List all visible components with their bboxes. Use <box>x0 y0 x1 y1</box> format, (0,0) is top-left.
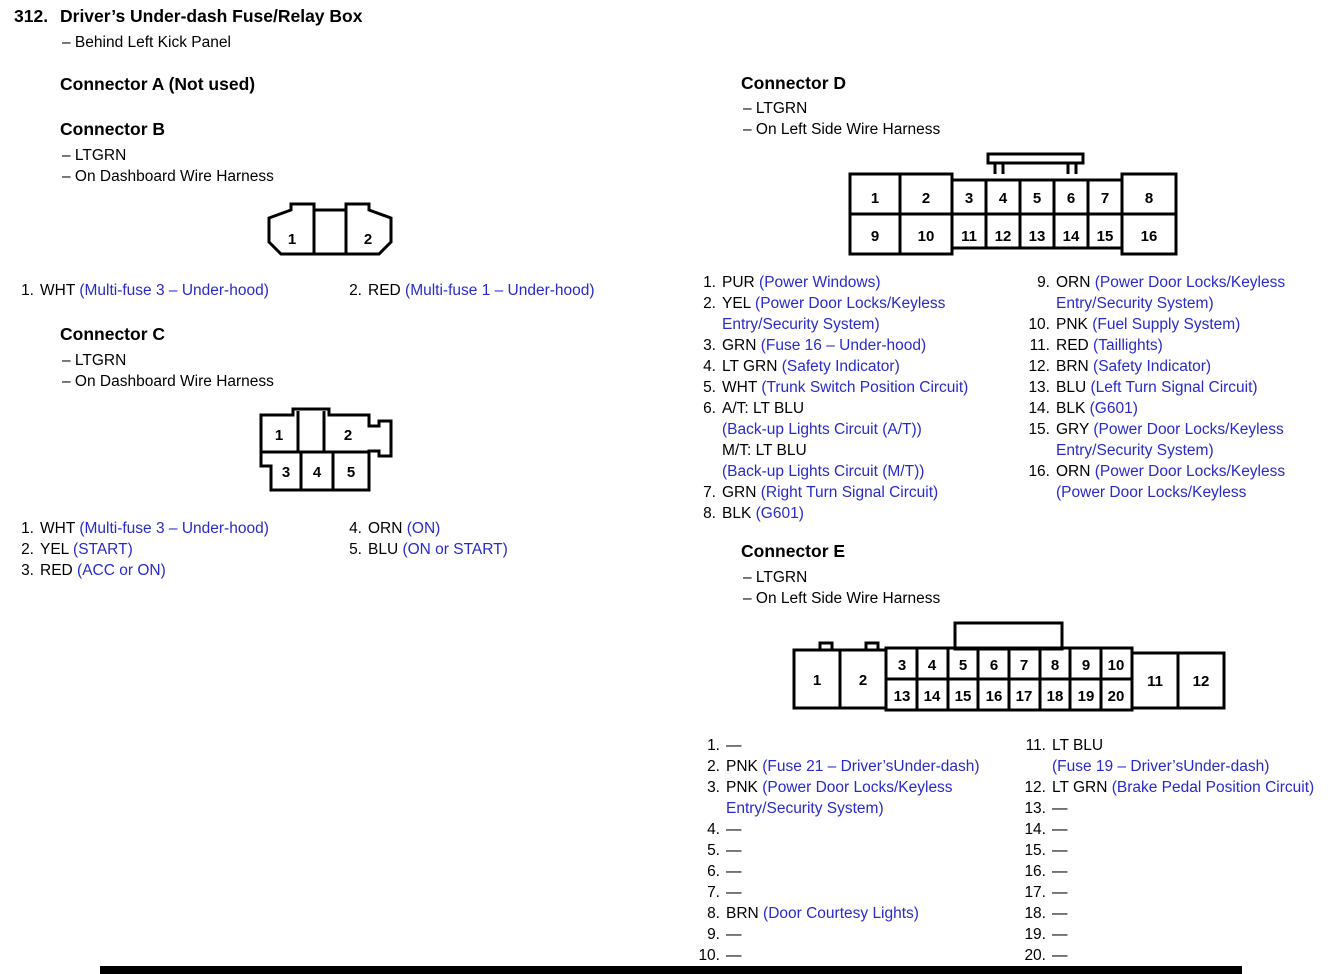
connector-c-note-color: – LTGRN <box>62 352 127 369</box>
pin-description: — <box>726 884 742 901</box>
pin-description: YEL (Power Door Locks/Keyless Entry/Security System) <box>722 295 946 333</box>
connector-b-diagram <box>266 201 394 261</box>
connector-e-pin-list-right <box>1022 735 1335 966</box>
pin-description: LT BLU (Fuse 19 – Driver’sUnder-dash) <box>1052 737 1270 775</box>
pin-description: WHT (Multi-fuse 3 – Under-hood) <box>40 282 269 299</box>
pin-description: — <box>1052 947 1068 964</box>
pin-row <box>700 293 1030 335</box>
connector-d-cavity-9: 9 <box>870 228 880 245</box>
pin-number: 4. <box>707 821 720 838</box>
connector-d-note-color: – LTGRN <box>743 100 808 117</box>
pin-number: 15. <box>1028 421 1050 438</box>
connector-b-cavity-2: 2 <box>363 231 373 248</box>
pin-description: — <box>726 842 742 859</box>
pin-number: 11. <box>1029 337 1050 354</box>
pin-row <box>1022 840 1335 861</box>
connector-b-note-harness: – On Dashboard Wire Harness <box>62 168 274 185</box>
connector-c-pin-list-left <box>18 518 338 581</box>
pin-description: ORN (Power Door Locks/Keyless Entry/Security System) <box>1056 274 1286 312</box>
pin-row <box>698 882 1028 903</box>
connector-e-cavity-5: 5 <box>958 657 968 674</box>
connector-d-pin-list-left <box>700 272 1030 524</box>
connector-d-cavity-11: 11 <box>961 228 977 245</box>
pin-description: PNK (Fuse 21 – Driver’sUnder-dash) <box>726 758 980 775</box>
connector-c-cavity-3: 3 <box>281 464 291 481</box>
connector-d-cavity-7: 7 <box>1100 190 1110 207</box>
pin-description: GRN (Fuse 16 – Under-hood) <box>722 337 927 354</box>
pin-row <box>1022 735 1335 777</box>
connector-d-heading: Connector D <box>741 73 846 93</box>
connector-e-note-harness: – On Left Side Wire Harness <box>743 590 941 607</box>
connector-d-pin-list-right <box>1026 272 1326 503</box>
connector-e-cavity-1: 1 <box>812 672 822 689</box>
connector-d-cavity-12: 12 <box>994 228 1012 245</box>
pin-row <box>1022 819 1335 840</box>
pin-description: RED (Multi-fuse 1 – Under-hood) <box>368 282 595 299</box>
connector-b-pin-list-left <box>18 280 338 301</box>
pin-number: 7. <box>707 884 720 901</box>
page-title <box>14 6 362 27</box>
pin-row <box>346 518 666 539</box>
pin-number: 12. <box>1028 358 1050 375</box>
pin-description: ORN (Power Door Locks/Keyless (Power Door Locks/Keyless <box>1056 463 1286 501</box>
pin-number: 11. <box>1025 737 1046 754</box>
pin-description: — <box>726 737 742 754</box>
pin-number: 4. <box>349 520 362 537</box>
pin-number: 2. <box>21 541 34 558</box>
pin-number: 17. <box>1024 884 1046 901</box>
connector-b-note-color: – LTGRN <box>62 147 127 164</box>
pin-description: — <box>1052 821 1068 838</box>
connector-e-cavity-9: 9 <box>1081 657 1091 674</box>
pin-description: BLK (G601) <box>1056 400 1138 417</box>
pin-description: BLU (ON or START) <box>368 541 508 558</box>
connector-d-cavity-4: 4 <box>998 190 1008 207</box>
connector-c-note-harness: – On Dashboard Wire Harness <box>62 373 274 390</box>
connector-c-cavity-5: 5 <box>346 464 356 481</box>
pin-number: 5. <box>349 541 362 558</box>
pin-row <box>698 861 1028 882</box>
pin-description: — <box>1052 905 1068 922</box>
pin-number: 13. <box>1028 379 1050 396</box>
pin-description: LT GRN (Safety Indicator) <box>722 358 900 375</box>
pin-number: 5. <box>707 842 720 859</box>
pin-row <box>1026 461 1326 503</box>
pin-row <box>18 518 338 539</box>
pin-description: — <box>1052 926 1068 943</box>
pin-description: BRN (Safety Indicator) <box>1056 358 1212 375</box>
pin-description: BRN (Door Courtesy Lights) <box>726 905 919 922</box>
pin-row <box>698 903 1028 924</box>
connector-e-cavity-19: 19 <box>1077 688 1095 705</box>
connector-e-cavity-14: 14 <box>923 688 941 705</box>
pin-row <box>1026 356 1326 377</box>
connector-d-cavity-3: 3 <box>964 190 974 207</box>
pin-description: YEL (START) <box>40 541 133 558</box>
pin-number: 7. <box>703 484 716 501</box>
pin-description: RED (Taillights) <box>1056 337 1163 354</box>
pin-row <box>700 335 1030 356</box>
pin-row <box>1026 272 1326 314</box>
connector-e-cavity-12: 12 <box>1192 673 1210 690</box>
pin-description: — <box>1052 863 1068 880</box>
pin-row <box>1026 419 1326 461</box>
connector-c-cavity-1: 1 <box>274 427 284 444</box>
page-bottom-bar <box>100 966 1242 974</box>
connector-d-cavity-15: 15 <box>1096 228 1114 245</box>
pin-description: PNK (Fuel Supply System) <box>1056 316 1241 333</box>
pin-description: WHT (Multi-fuse 3 – Under-hood) <box>40 520 269 537</box>
pin-number: 6. <box>707 863 720 880</box>
pin-description: RED (ACC or ON) <box>40 562 166 579</box>
connector-e-heading: Connector E <box>741 541 846 561</box>
connector-d-cavity-16: 16 <box>1140 228 1158 245</box>
connector-e-cavity-7: 7 <box>1019 657 1029 674</box>
connector-d-cavity-14: 14 <box>1062 228 1080 245</box>
pin-description: GRN (Right Turn Signal Circuit) <box>722 484 939 501</box>
connector-c-cavity-2: 2 <box>343 427 353 444</box>
pin-row <box>700 356 1030 377</box>
connector-d-cavity-10: 10 <box>917 228 935 245</box>
pin-row <box>698 735 1028 756</box>
pin-row <box>698 777 1028 819</box>
pin-number: 20. <box>1024 947 1046 964</box>
pin-number: 12. <box>1024 779 1046 796</box>
pin-row <box>1022 882 1335 903</box>
connector-b-pin-list-right <box>346 280 666 301</box>
pin-row <box>698 756 1028 777</box>
section-number: 312. <box>14 6 49 26</box>
pin-number: 10. <box>698 947 720 964</box>
pin-number: 16. <box>1028 463 1050 480</box>
pin-number: 1. <box>703 274 716 291</box>
connector-d-cavity-6: 6 <box>1066 190 1076 207</box>
pin-description: — <box>1052 884 1068 901</box>
connector-e-cavity-6: 6 <box>989 657 999 674</box>
pin-row <box>346 280 666 301</box>
pin-number: 3. <box>21 562 34 579</box>
connector-e-cavity-4: 4 <box>927 657 937 674</box>
connector-e-cavity-10: 10 <box>1107 657 1125 674</box>
pin-description: PNK (Power Door Locks/Keyless Entry/Security System) <box>726 779 953 817</box>
pin-number: 8. <box>703 505 716 522</box>
pin-row <box>698 819 1028 840</box>
connector-d-cavity-1: 1 <box>870 190 880 207</box>
pin-description: — <box>1052 800 1068 817</box>
pin-row <box>700 377 1030 398</box>
pin-description: — <box>1052 842 1068 859</box>
pin-row <box>1022 777 1335 798</box>
pin-number: 6. <box>703 400 716 417</box>
connector-e-cavity-15: 15 <box>954 688 972 705</box>
pin-number: 8. <box>707 905 720 922</box>
pin-row <box>1026 398 1326 419</box>
pin-description: BLU (Left Turn Signal Circuit) <box>1056 379 1258 396</box>
connector-e-diagram <box>792 620 1226 716</box>
pin-row <box>698 924 1028 945</box>
connector-e-pin-list-left <box>698 735 1028 966</box>
connector-d-outline <box>850 154 1176 254</box>
pin-number: 18. <box>1024 905 1046 922</box>
pin-row <box>18 539 338 560</box>
connector-e-cavity-20: 20 <box>1107 688 1125 705</box>
section-title: Driver’s Under-dash Fuse/Relay Box <box>60 6 363 26</box>
pin-number: 9. <box>1037 274 1050 291</box>
pin-number: 3. <box>707 779 720 796</box>
connector-d-note-harness: – On Left Side Wire Harness <box>743 121 941 138</box>
connector-e-note-color: – LTGRN <box>743 569 808 586</box>
connector-d-cavity-8: 8 <box>1144 190 1154 207</box>
connector-e-cavity-11: 11 <box>1147 673 1163 690</box>
pin-number: 16. <box>1024 863 1046 880</box>
pin-row <box>700 482 1030 503</box>
connector-e-cavity-17: 17 <box>1015 688 1033 705</box>
pin-number: 13. <box>1024 800 1046 817</box>
pin-row <box>1022 924 1335 945</box>
pin-row <box>346 539 666 560</box>
pin-row <box>700 272 1030 293</box>
connector-d-cavity-5: 5 <box>1032 190 1042 207</box>
pin-row <box>18 280 338 301</box>
connector-c-heading: Connector C <box>60 324 165 344</box>
pin-description: BLK (G601) <box>722 505 804 522</box>
page-subtitle: – Behind Left Kick Panel <box>62 34 231 51</box>
pin-number: 4. <box>703 358 716 375</box>
connector-e-outline <box>794 623 1224 710</box>
pin-number: 15. <box>1024 842 1046 859</box>
pin-number: 2. <box>349 282 362 299</box>
connector-e-cavity-18: 18 <box>1046 688 1064 705</box>
pin-description: — <box>726 821 742 838</box>
connector-e-cavity-16: 16 <box>985 688 1003 705</box>
connector-e-cavity-2: 2 <box>858 672 868 689</box>
pin-description: WHT (Trunk Switch Position Circuit) <box>722 379 969 396</box>
pin-description: LT GRN (Brake Pedal Position Circuit) <box>1052 779 1315 796</box>
pin-row <box>698 945 1028 966</box>
pin-row <box>1026 335 1326 356</box>
connector-c-outline <box>261 409 391 490</box>
pin-row <box>698 840 1028 861</box>
pin-row <box>1026 314 1326 335</box>
connector-c-diagram <box>256 406 396 494</box>
pin-description: — <box>726 926 742 943</box>
pin-description: GRY (Power Door Locks/Keyless Entry/Security System) <box>1056 421 1284 459</box>
pin-number: 19. <box>1024 926 1046 943</box>
pin-number: 2. <box>703 295 716 312</box>
pin-description: A/T: LT BLU (Back-up Lights Circuit (A/T)) M/T: LT BLU (Back-up Lights Circuit (M/T)) <box>722 400 925 480</box>
connector-d-cavity-2: 2 <box>921 190 931 207</box>
pin-row <box>18 560 338 581</box>
pin-number: 10. <box>1028 316 1050 333</box>
pin-number: 5. <box>703 379 716 396</box>
pin-number: 1. <box>21 520 34 537</box>
pin-number: 14. <box>1024 821 1046 838</box>
connector-e-cavity-13: 13 <box>893 688 911 705</box>
pin-number: 9. <box>707 926 720 943</box>
pin-row <box>700 503 1030 524</box>
connector-b-cavity-1: 1 <box>287 231 297 248</box>
pin-row <box>700 398 1030 482</box>
pin-description: ORN (ON) <box>368 520 441 537</box>
pin-row <box>1022 861 1335 882</box>
pin-number: 14. <box>1028 400 1050 417</box>
connector-a-heading: Connector A (Not used) <box>60 74 256 94</box>
pin-number: 3. <box>703 337 716 354</box>
pin-description: — <box>726 947 742 964</box>
pin-row <box>1022 903 1335 924</box>
pin-row <box>1022 945 1335 966</box>
pin-row <box>1026 377 1326 398</box>
connector-c-cavity-4: 4 <box>312 464 322 481</box>
connector-d-cavity-13: 13 <box>1028 228 1046 245</box>
connector-e-cavity-3: 3 <box>897 657 907 674</box>
pin-description: PUR (Power Windows) <box>722 274 881 291</box>
connector-d-diagram <box>848 150 1178 257</box>
pin-row <box>1022 798 1335 819</box>
connector-b-heading: Connector B <box>60 119 165 139</box>
pin-number: 1. <box>21 282 34 299</box>
pin-number: 2. <box>707 758 720 775</box>
pin-number: 1. <box>707 737 720 754</box>
connector-e-cavity-8: 8 <box>1050 657 1060 674</box>
connector-c-pin-list-right <box>346 518 666 560</box>
pin-description: — <box>726 863 742 880</box>
